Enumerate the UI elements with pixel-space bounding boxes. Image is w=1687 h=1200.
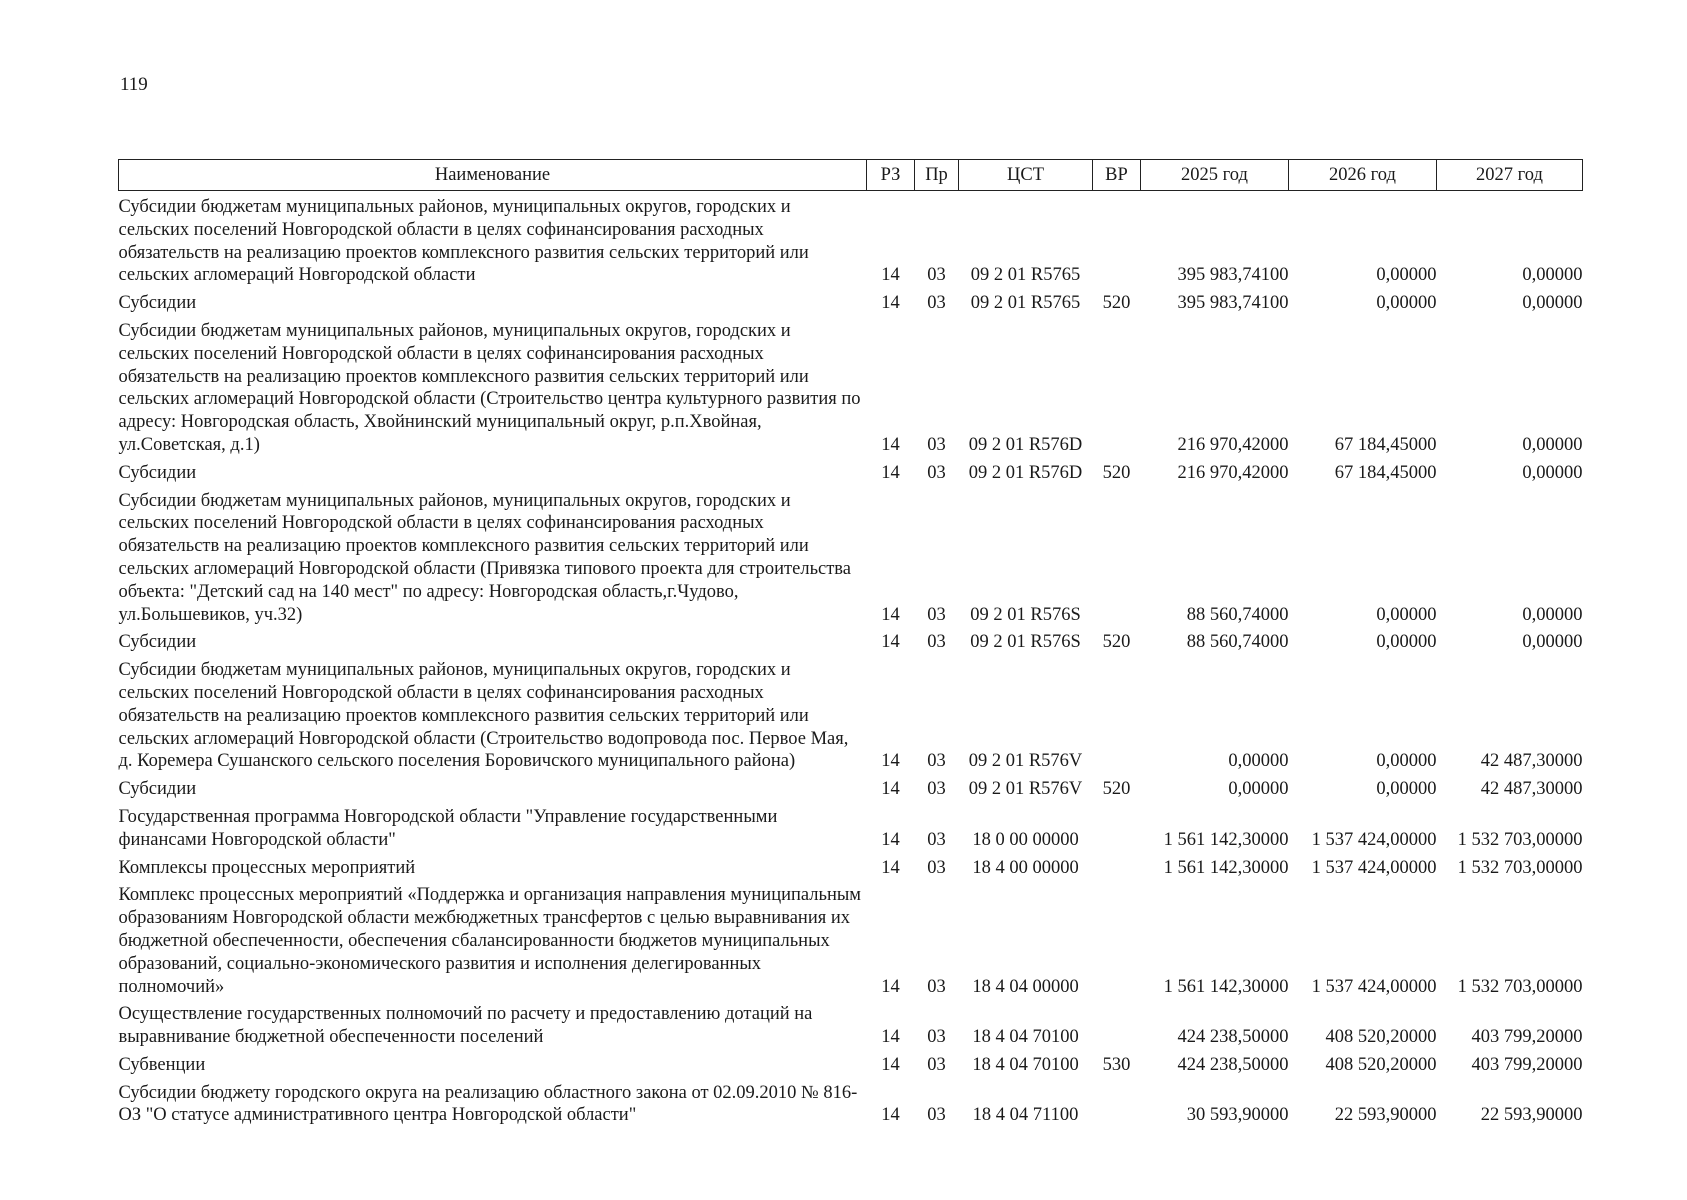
cell-pr: 03 <box>927 462 946 483</box>
table-row <box>119 315 1583 457</box>
cell-name: Субсидии бюджетам муниципальных районов, муниципальных округов, городских и сельских поселений Новгородской области в целях софинансирования расходных обязательств на реализацию проектов комплексного развития сельских территорий или сельских агломераций Новгородской области <box>118 197 809 286</box>
cell-vr <box>1093 998 1141 1049</box>
cell-2025: 1 561 142,30000 <box>1163 976 1289 997</box>
header-pr: Пр <box>915 160 959 191</box>
cell-rz: 14 <box>881 604 900 625</box>
cell-vr: 520 <box>1102 779 1131 800</box>
cell-2027: 0,00000 <box>1522 632 1583 653</box>
budget-table <box>118 159 1583 1127</box>
table-row <box>119 1077 1583 1128</box>
cell-rz: 14 <box>881 1054 900 1075</box>
cell-2027: 0,00000 <box>1522 434 1583 455</box>
table-row <box>119 654 1583 773</box>
cell-rz: 14 <box>881 265 900 286</box>
cell-pr: 03 <box>927 293 946 314</box>
cell-name: Государственная программа Новгородской области "Управление государственными финансами Новгородской области" <box>118 806 778 850</box>
cell-2026: 0,00000 <box>1376 751 1437 772</box>
table-row <box>119 852 1583 880</box>
cell-name: Субсидии <box>118 293 197 314</box>
cell-2026: 0,00000 <box>1376 604 1437 625</box>
cell-cst: 09 2 01 R576D <box>968 462 1083 483</box>
table-row <box>119 879 1583 998</box>
cell-2025: 0,00000 <box>1228 779 1289 800</box>
table-row <box>119 801 1583 852</box>
cell-name: Субсидии <box>118 462 197 483</box>
cell-rz: 14 <box>881 829 900 850</box>
cell-cst: 18 4 04 71100 <box>972 1105 1079 1126</box>
cell-pr: 03 <box>927 434 946 455</box>
cell-pr: 03 <box>927 1054 946 1075</box>
cell-cst: 18 4 04 70100 <box>972 1054 1079 1075</box>
cell-2026: 0,00000 <box>1376 779 1437 800</box>
cell-vr: 520 <box>1102 293 1131 314</box>
cell-2026: 1 537 424,00000 <box>1311 829 1437 850</box>
cell-vr <box>1093 852 1141 880</box>
cell-pr: 03 <box>927 632 946 653</box>
cell-pr: 03 <box>927 1105 946 1126</box>
header-2025: 2025 год <box>1141 160 1289 191</box>
cell-2027: 403 799,20000 <box>1471 1054 1583 1075</box>
cell-2025: 424 238,50000 <box>1177 1027 1289 1048</box>
cell-pr: 03 <box>927 751 946 772</box>
cell-cst: 09 2 01 R5765 <box>970 293 1081 314</box>
cell-pr: 03 <box>927 779 946 800</box>
table-row <box>119 1049 1583 1077</box>
cell-name: Субсидии бюджетам муниципальных районов, муниципальных округов, городских и сельских поселений Новгородской области в целях софинансирования расходных обязательств на реализацию проектов комплексного развития сельских территорий или сельских агломераций Новгородской области (Строительство центра культурного развития по адресу: Новгородская область, Хвойнинский муниципальный округ, р.п.Хвойная, ул.Советская, д.1) <box>118 320 861 455</box>
cell-cst: 09 2 01 R576D <box>968 434 1083 455</box>
cell-rz: 14 <box>881 293 900 314</box>
cell-vr <box>1093 654 1141 773</box>
cell-rz: 14 <box>881 976 900 997</box>
cell-2025: 395 983,74100 <box>1177 293 1289 314</box>
table-row <box>119 773 1583 801</box>
cell-name: Субсидии бюджетам муниципальных районов, муниципальных округов, городских и сельских поселений Новгородской области в целях софинансирования расходных обязательств на реализацию проектов комплексного развития сельских территорий или сельских агломераций Новгородской области (Привязка типового проекта для строительства объекта: "Детский сад на 140 мест" по адресу: Новгородская область,г.Чудово, ул.Большевиков, уч.32) <box>118 490 852 625</box>
cell-2026: 408 520,20000 <box>1325 1054 1437 1075</box>
cell-cst: 09 2 01 R576V <box>968 779 1083 800</box>
cell-vr <box>1093 315 1141 457</box>
cell-name: Субсидии бюджету городского округа на реализацию областного закона от 02.09.2010 № 816-ОЗ "О статусе административного центра Новгородской области" <box>118 1082 858 1126</box>
cell-cst: 09 2 01 R576S <box>970 604 1081 625</box>
cell-pr: 03 <box>927 1027 946 1048</box>
cell-vr: 520 <box>1102 462 1131 483</box>
cell-cst: 09 2 01 R576V <box>968 751 1083 772</box>
cell-vr <box>1093 191 1141 288</box>
table-row <box>119 626 1583 654</box>
table-row <box>119 191 1583 288</box>
cell-2025: 30 593,90000 <box>1186 1105 1289 1126</box>
cell-vr: 520 <box>1102 632 1131 653</box>
cell-cst: 18 4 04 00000 <box>972 976 1079 997</box>
cell-name: Комплекс процессных мероприятий «Поддержка и организация направления муниципальным образованиям Новгородской области межбюджетных трансфертов с целью выравнивания их бюджетной обеспеченности, обеспечения сбалансированности бюджетов муниципальных образований, социально-экономического развития и исполнения делегированных полномочий» <box>118 885 861 997</box>
cell-2026: 1 537 424,00000 <box>1311 976 1437 997</box>
header-rz: РЗ <box>867 160 915 191</box>
cell-2025: 88 560,74000 <box>1186 604 1289 625</box>
cell-rz: 14 <box>881 1105 900 1126</box>
cell-pr: 03 <box>927 857 946 878</box>
cell-vr <box>1093 485 1141 627</box>
cell-vr <box>1093 1077 1141 1128</box>
cell-2025: 216 970,42000 <box>1177 462 1289 483</box>
header-name: Наименование <box>119 160 867 191</box>
cell-rz: 14 <box>881 462 900 483</box>
cell-rz: 14 <box>881 434 900 455</box>
table-body <box>119 191 1583 1128</box>
cell-cst: 18 0 00 00000 <box>972 829 1079 850</box>
cell-2027: 22 593,90000 <box>1480 1105 1583 1126</box>
cell-2026: 1 537 424,00000 <box>1311 857 1437 878</box>
table-row <box>119 457 1583 485</box>
cell-2027: 0,00000 <box>1522 604 1583 625</box>
cell-rz: 14 <box>881 632 900 653</box>
header-vr: ВР <box>1093 160 1141 191</box>
cell-pr: 03 <box>927 829 946 850</box>
cell-vr <box>1093 801 1141 852</box>
cell-2025: 216 970,42000 <box>1177 434 1289 455</box>
cell-2027: 0,00000 <box>1522 462 1583 483</box>
table-row <box>119 485 1583 627</box>
cell-2026: 67 184,45000 <box>1334 434 1437 455</box>
cell-pr: 03 <box>927 604 946 625</box>
cell-2027: 0,00000 <box>1522 293 1583 314</box>
cell-cst: 09 2 01 R576S <box>970 632 1081 653</box>
cell-2026: 0,00000 <box>1376 632 1437 653</box>
cell-rz: 14 <box>881 1027 900 1048</box>
cell-name: Комплексы процессных мероприятий <box>118 857 416 878</box>
cell-2025: 1 561 142,30000 <box>1163 829 1289 850</box>
cell-2026: 0,00000 <box>1376 293 1437 314</box>
cell-rz: 14 <box>881 779 900 800</box>
header-2027: 2027 год <box>1437 160 1583 191</box>
cell-name: Осуществление государственных полномочий по расчету и предоставлению дотаций на выравнивание бюджетной обеспеченности поселений <box>118 1004 813 1048</box>
cell-name: Субсидии <box>118 632 197 653</box>
table-row <box>119 287 1583 315</box>
cell-2026: 0,00000 <box>1376 265 1437 286</box>
cell-2025: 395 983,74100 <box>1177 265 1289 286</box>
cell-rz: 14 <box>881 857 900 878</box>
table-row <box>119 998 1583 1049</box>
cell-name: Субсидии бюджетам муниципальных районов, муниципальных округов, городских и сельских поселений Новгородской области в целях софинансирования расходных обязательств на реализацию проектов комплексного развития сельских территорий или сельских агломераций Новгородской области (Строительство водопровода пос. Первое Мая, д. Коремера Сушанского сельского поселения Боровичского муниципального района) <box>118 660 849 772</box>
table-header <box>119 160 1583 191</box>
cell-2027: 0,00000 <box>1522 265 1583 286</box>
cell-pr: 03 <box>927 976 946 997</box>
cell-name: Субвенции <box>118 1054 206 1075</box>
header-cst: ЦСТ <box>959 160 1093 191</box>
cell-2025: 88 560,74000 <box>1186 632 1289 653</box>
cell-2025: 424 238,50000 <box>1177 1054 1289 1075</box>
cell-2025: 1 561 142,30000 <box>1163 857 1289 878</box>
cell-2027: 1 532 703,00000 <box>1457 857 1583 878</box>
page-number: 119 <box>120 74 148 95</box>
cell-2027: 1 532 703,00000 <box>1457 829 1583 850</box>
cell-rz: 14 <box>881 751 900 772</box>
cell-cst: 18 4 04 70100 <box>972 1027 1079 1048</box>
cell-vr: 530 <box>1102 1054 1131 1075</box>
cell-pr: 03 <box>927 265 946 286</box>
cell-cst: 18 4 00 00000 <box>972 857 1079 878</box>
cell-2027: 42 487,30000 <box>1480 751 1583 772</box>
cell-2026: 22 593,90000 <box>1334 1105 1437 1126</box>
cell-2025: 0,00000 <box>1228 751 1289 772</box>
header-2026: 2026 год <box>1289 160 1437 191</box>
cell-2027: 42 487,30000 <box>1480 779 1583 800</box>
cell-2027: 1 532 703,00000 <box>1457 976 1583 997</box>
cell-name: Субсидии <box>118 779 197 800</box>
cell-2026: 67 184,45000 <box>1334 462 1437 483</box>
cell-2026: 408 520,20000 <box>1325 1027 1437 1048</box>
cell-vr <box>1093 879 1141 998</box>
cell-2027: 403 799,20000 <box>1471 1027 1583 1048</box>
cell-cst: 09 2 01 R5765 <box>970 265 1081 286</box>
